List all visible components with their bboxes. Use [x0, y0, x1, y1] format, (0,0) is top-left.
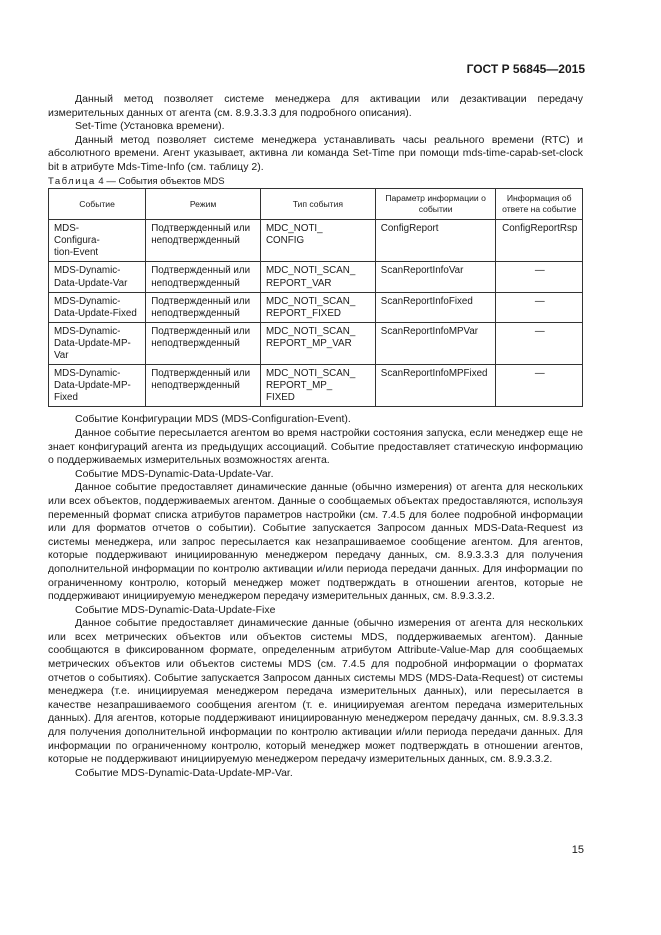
event-type-cell: MDC_NOTI_SCAN_ REPORT_MP_VAR	[260, 322, 375, 364]
event-type-cell: MDC_NOTI_SCAN_ REPORT_FIXED	[260, 292, 375, 322]
intro-paragraph: Данный метод позволяет системе менеджера для активации или дезактивации передачу измерительных данных от агента (см. 8.9.3.3.3 для подробного описания).	[48, 93, 583, 119]
page-content	[48, 93, 583, 780]
table-caption	[48, 175, 583, 189]
body-paragraph: Событие MDS-Dynamic-Data-Update-MP-Var.	[75, 766, 293, 779]
header-mode: Режим	[146, 189, 261, 220]
body-paragraph: Событие MDS-Dynamic-Data-Update-Fixe	[75, 603, 276, 616]
event-info-cell: ScanReportInfoMPFixed	[375, 365, 496, 407]
body-paragraph: Данное событие предоставляет динамические данные (обычно измерения от агента для нескольких или всех метрических объектов или объектов системы MDS, поддерживаемых агентом). Данные сообщаются в фиксированном формате, определенным атрибутом Attribute-Value-Map для сообщаемых метрических объектов или объектов системы MDS (см. 7.4.5 для подробной информации о форматах отчетов о событиях). Событие запускается Запросом данных системы MDS (MDS-Data-Request) от системы менеджера (т.е. инициируемая менеджером передача измерительных данных), или пересылается в качестве незапрашиваемого сообщения агентом (т. е. инициируемая агентом передача измерительных данных). Для агентов, которые поддерживают инициированную менеджером передачу данных, см. 8.9.3.3.3 для получения дополнительной информации по контролю активации и/или периода передачи данных. Для информации по ограниченному контролю, который менеджер может подтверждать в отношении агентов, которые не поддерживают инициируемую менеджером передачу измерительных данных, см. 8.9.3.3.2.	[48, 617, 583, 766]
table-row	[49, 292, 583, 322]
event-info-cell: ConfigReport	[375, 220, 496, 262]
intro-paragraphs	[48, 93, 583, 175]
mode-cell: Подтвержденный или неподтвержденный	[146, 365, 261, 407]
header-event-reply-info: Информация об ответе на событие	[496, 189, 583, 220]
table-body	[49, 220, 583, 407]
body-paragraphs	[48, 413, 583, 780]
table-caption-text: 4 — События объектов MDS	[98, 175, 225, 187]
mode-cell: Подтвержденный или неподтвержденный	[146, 322, 261, 364]
event-name-cell: MDS-Dynamic- Data-Update-Var	[49, 262, 146, 292]
body-paragraph: Событие Конфигурации MDS (MDS-Configuration-Event).	[75, 413, 351, 426]
table-row	[49, 365, 583, 407]
table-row	[49, 220, 583, 262]
page-number: 15	[571, 844, 584, 856]
body-paragraph: Данное событие пересылается агентом во время настройки состояния запуска, если менеджер еще не знает конфигураций агента из предыдущих ассоциаций. Событие предоставляет статическую информацию о поддерживаемых измерительных возможностях агента.	[48, 426, 583, 467]
header-event-type: Тип события	[260, 189, 375, 220]
table-row	[49, 322, 583, 364]
reply-info-cell: —	[496, 365, 583, 407]
header-event: Событие	[49, 189, 146, 220]
event-type-cell: MDC_NOTI_ CONFIG	[260, 220, 375, 262]
body-paragraph: Событие MDS-Dynamic-Data-Update-Var.	[75, 467, 274, 480]
event-name-cell: MDS- Configura- tion-Event	[49, 220, 146, 262]
intro-paragraph: Set-Time (Установка времени).	[75, 120, 225, 133]
event-info-cell: ScanReportInfoVar	[375, 262, 496, 292]
event-name-cell: MDS-Dynamic- Data-Update-MP- Fixed	[49, 365, 146, 407]
table-row	[49, 262, 583, 292]
mode-cell: Подтвержденный или неподтвержденный	[146, 220, 261, 262]
reply-info-cell: —	[496, 292, 583, 322]
reply-info-cell: —	[496, 322, 583, 364]
event-name-cell: MDS-Dynamic- Data-Update-Fixed	[49, 292, 146, 322]
event-type-cell: MDC_NOTI_SCAN_ REPORT_VAR	[260, 262, 375, 292]
table-caption-label: Таблица	[48, 175, 96, 187]
event-name-cell: MDS-Dynamic- Data-Update-MP- Var	[49, 322, 146, 364]
event-info-cell: ScanReportInfoMPVar	[375, 322, 496, 364]
reply-info-cell: ConfigReportRsp	[496, 220, 583, 262]
mode-cell: Подтвержденный или неподтвержденный	[146, 262, 261, 292]
event-type-cell: MDC_NOTI_SCAN_ REPORT_MP_ FIXED	[260, 365, 375, 407]
document-id-header: ГОСТ Р 56845—2015	[466, 62, 585, 76]
mds-events-table	[48, 188, 583, 407]
header-event-info-param: Параметр информации о событии	[375, 189, 496, 220]
intro-paragraph: Данный метод позволяет системе менеджера устанавливать часы реального времени (RTC) и абсолютного времени. Агент указывает, активна ли команда Set-Time при помощи mds-time-capab-set-clock bit в атрибуте Mds-Time-Info (см. таблицу 2).	[48, 133, 583, 173]
table-header-row	[49, 189, 583, 220]
body-paragraph: Данное событие предоставляет динамические данные (обычно измерения) от агента для нескольких или всех объектов, поддерживаемых агентом. Данные о сообщаемых объектах предоставляются, используя переменный формат списка атрибутов параметров настройки (см. 7.4.5 для более подробной информации или для форматов отчетов о событии). Событие запускается Запросом данных MDS-Data-Request из системы менеджера, или запрос пересылается как незапрашиваемое сообщение агентом. Для агентов, которые поддерживают инициированную менеджером передачу данных, см. 8.9.3.3.3 для получения дополнительной информации по контролю активации и/или периода передачи данных. Для информации по ограниченному контролю, который менеджер может подтверждать в отношении агентов, которые не поддерживают инициируемую менеджером передачу измерительных данных, см. 8.9.3.3.2.	[48, 481, 583, 603]
reply-info-cell: —	[496, 262, 583, 292]
mode-cell: Подтвержденный или неподтвержденный	[146, 292, 261, 322]
event-info-cell: ScanReportInfoFixed	[375, 292, 496, 322]
